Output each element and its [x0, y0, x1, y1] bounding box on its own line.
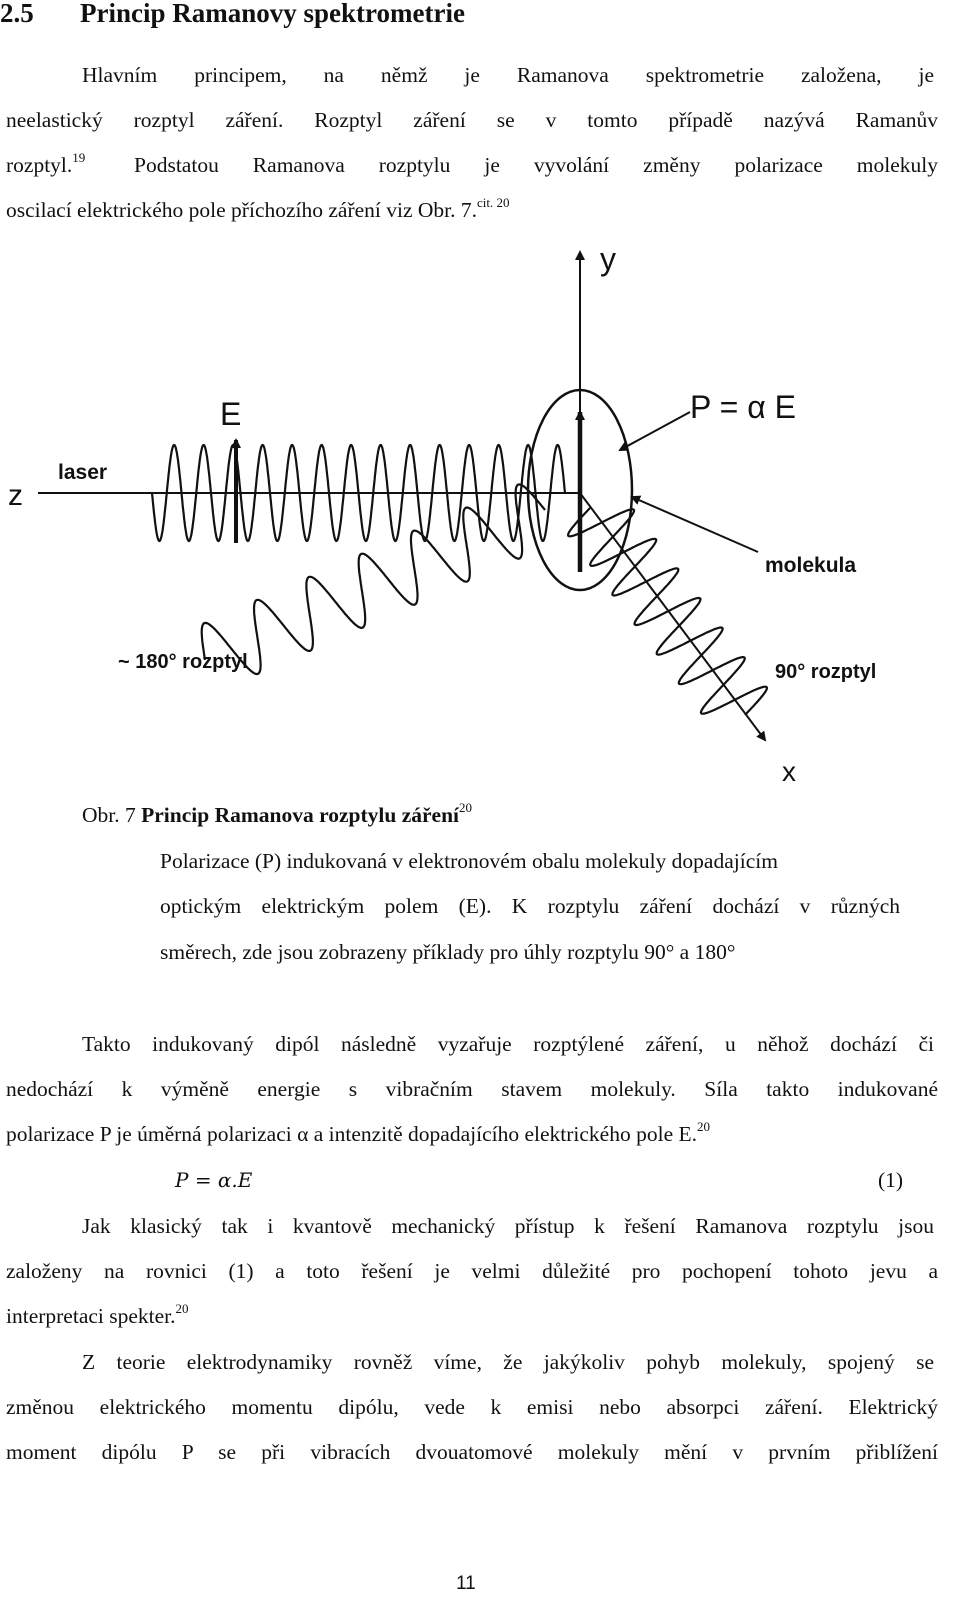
label-x: x — [782, 756, 796, 787]
molekula-pointer — [632, 497, 758, 552]
para1-line3 — [6, 150, 938, 178]
citation-cit20: cit. 20 — [477, 195, 510, 210]
label-e: E — [220, 396, 242, 432]
label-z: z — [8, 479, 23, 512]
caption-line1: Polarizace (P) indukovaná v elektronovém obalu molekuly dopadajícím — [160, 849, 778, 873]
equation: P = α.E — [175, 1168, 253, 1192]
section-title: Princip Ramanovy spektrometrie — [80, 0, 465, 28]
p-label-pointer — [620, 412, 690, 450]
citation-19: 19 — [72, 150, 86, 165]
caption-line2: optickým elektrickým polem (E). K rozptylu záření dochází v různých — [160, 894, 900, 918]
figure-caption — [82, 800, 960, 828]
para1-line2: neelastický rozptyl záření. Rozptyl záření se v tomto případě nazývá Ramanův — [6, 108, 938, 132]
label-scatter-90: 90° rozptyl — [775, 661, 877, 683]
page-number: 11 — [456, 1573, 476, 1594]
x-axis — [580, 493, 765, 740]
section-number: 2.5 — [0, 0, 34, 28]
raman-scattering-figure — [0, 240, 960, 800]
label-p-alpha-e: P = α E — [690, 389, 796, 425]
section-heading — [0, 0, 465, 29]
para1-line3-start: rozptyl.$^{19}$ — [6, 150, 86, 177]
citation-20-a: 20 — [697, 1119, 710, 1134]
para2-line1: Takto indukovaný dipól následně vyzařuje rozptýlené záření, u něhož dochází či — [82, 1032, 934, 1056]
para1-line3-rest: Podstatou Ramanova rozptylu je vyvolání změny polarizace molekuly — [134, 153, 938, 177]
para4-line1: Z teorie elektrodynamiky rovněž víme, že jakýkoliv pohyb molekuly, spojený se — [82, 1350, 934, 1374]
para3-line1: Jak klasický tak i kvantově mechanický přístup k řešení Ramanova rozptylu jsou — [82, 1214, 934, 1238]
sidescatter-wave — [568, 508, 767, 715]
caption-title: Princip Ramanova rozptylu záření — [141, 803, 460, 827]
caption-line3: směrech, zde jsou zobrazeny příklady pro úhly rozptylu 90° a 180° — [160, 940, 736, 964]
label-scatter-180: ~ 180° rozptyl — [118, 651, 248, 673]
para1-line4: oscilací elektrického pole příchozího záření viz Obr. 7.$^{cit. 20}$ — [6, 195, 510, 222]
para4-line3: moment dipólu P se při vibracích dvouatomové molekuly mění v prvním přiblížení — [6, 1440, 938, 1464]
equation-number: (1) — [878, 1168, 904, 1192]
caption-prefix: Obr. 7 — [82, 803, 142, 827]
label-laser: laser — [58, 461, 108, 484]
para2-line2: nedochází k výměně energie s vibračním stavem molekuly. Síla takto indukované — [6, 1077, 938, 1101]
caption-citation: 20 — [459, 800, 473, 815]
label-y: y — [600, 241, 616, 277]
citation-20-b: 20 — [175, 1301, 189, 1316]
para2-line3: polarizace P je úměrná polarizaci α a intenzitě dopadajícího elektrického pole E.$^{20}$ — [6, 1119, 710, 1146]
label-molekula: molekula — [765, 554, 857, 577]
para3-line2: založeny na rovnici (1) a toto řešení je velmi důležité pro pochopení tohoto jevu a — [6, 1259, 938, 1283]
para1-line1: Hlavním principem, na němž je Ramanova spektrometrie založena, je — [82, 63, 934, 87]
para4-line2: změnou elektrického momentu dipólu, vede k emisi nebo absorpci záření. Elektrický — [6, 1395, 938, 1419]
para3-line3: interpretaci spekter.$^{20}$ — [6, 1301, 189, 1328]
